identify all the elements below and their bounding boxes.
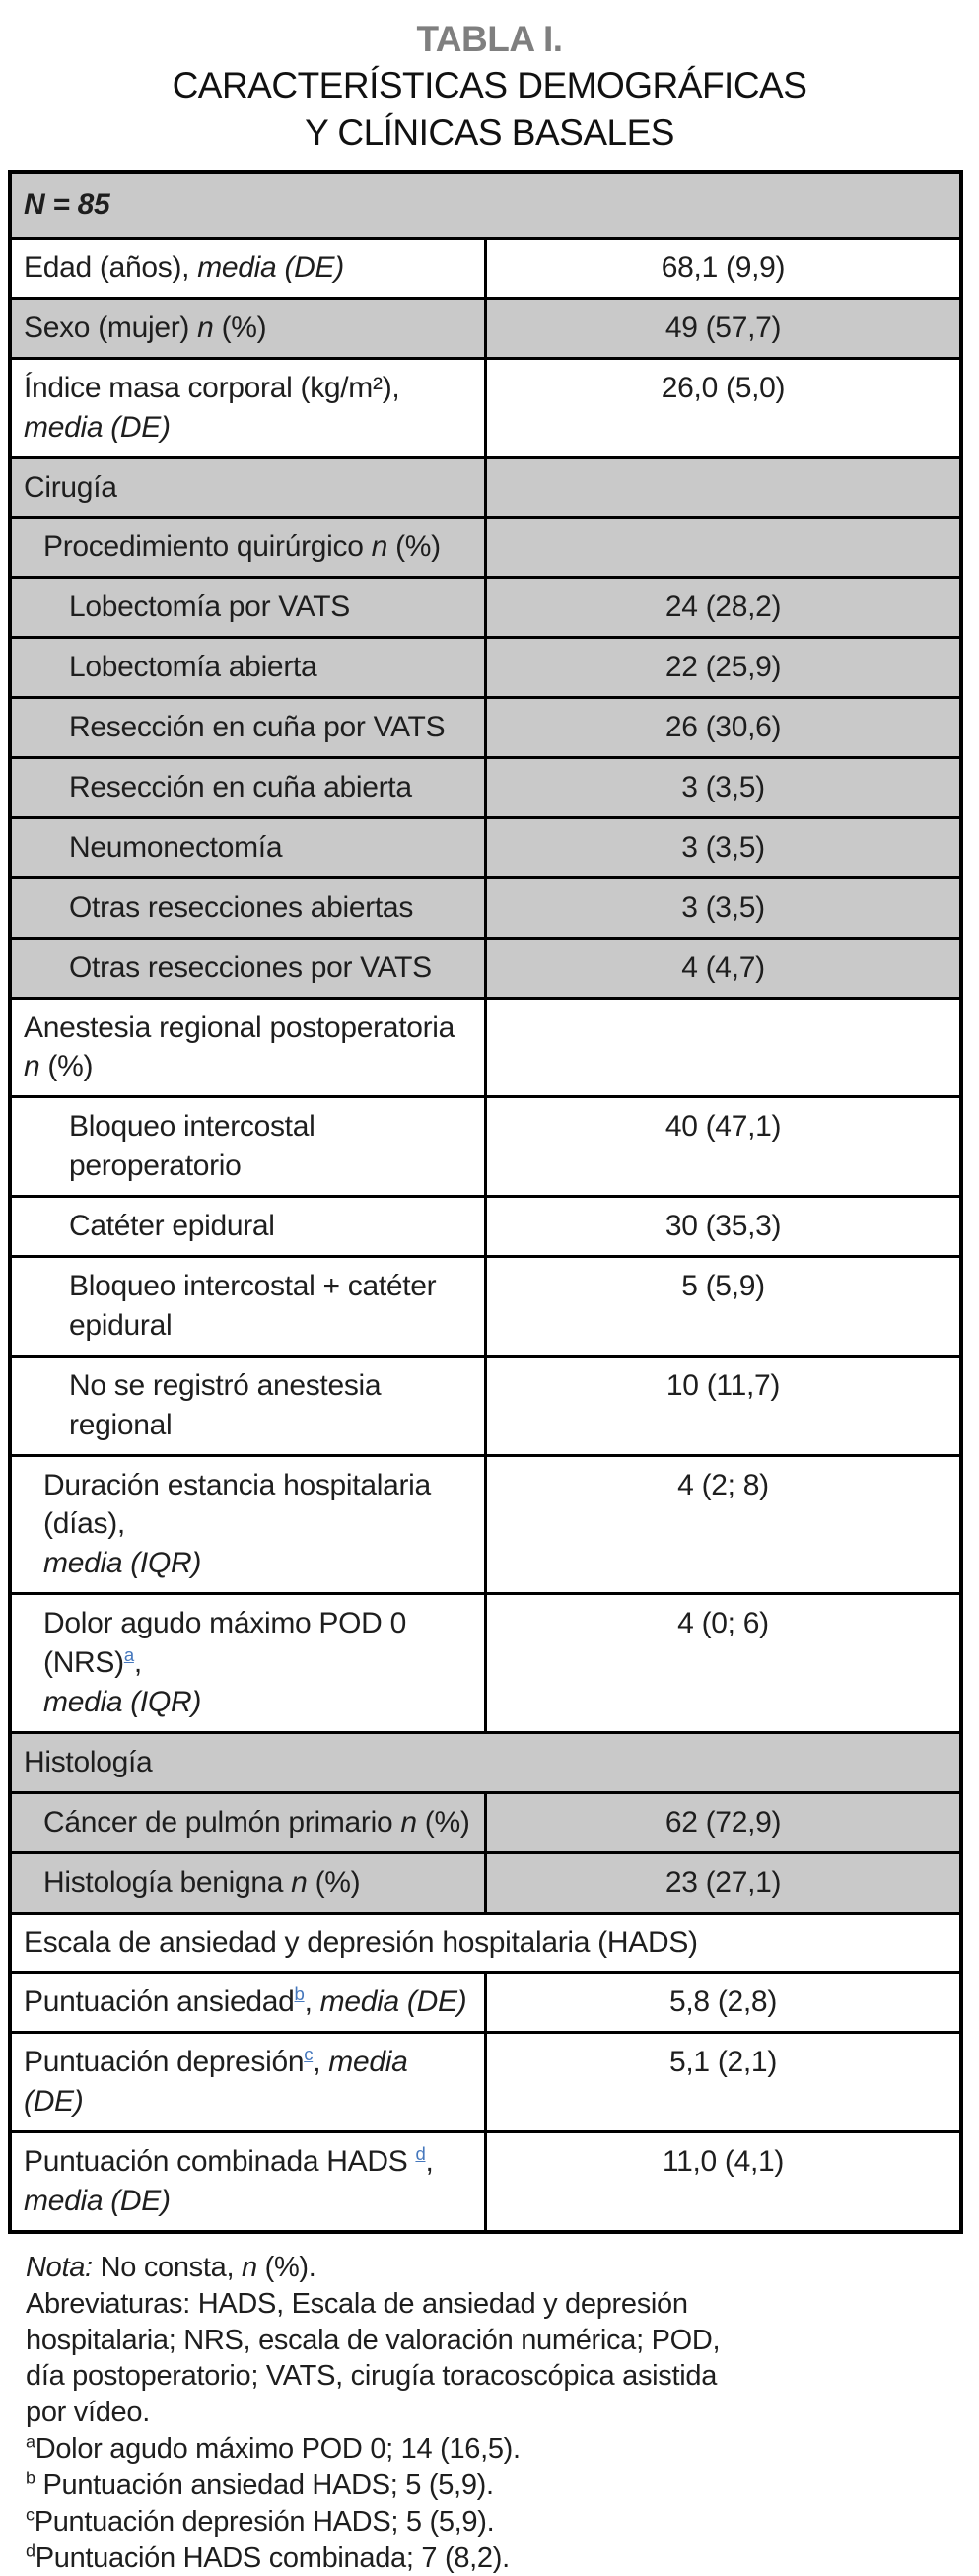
- text-segment: Neumonectomía: [69, 830, 283, 864]
- row-value-cell: 4 (4,7): [486, 938, 962, 998]
- text-segment: Otras resecciones abiertas: [69, 890, 414, 924]
- table-row: [10, 1356, 961, 1455]
- row-value-cell: 10 (11,7): [486, 1356, 962, 1455]
- row-label-cell: [10, 1792, 486, 1852]
- text-segment: por vídeo.: [26, 2397, 150, 2429]
- table-row: [10, 2132, 961, 2232]
- table-header-row: [10, 172, 961, 238]
- text-segment: (%): [416, 1805, 470, 1839]
- row-label-cell: [10, 172, 961, 238]
- text-segment: día postoperatorio; VATS, cirugía toracoscópica asistida: [26, 2360, 718, 2393]
- text-segment: Dolor agudo máximo POD 0 (NRS): [43, 1607, 406, 1680]
- text-segment: media (DE): [24, 2046, 408, 2119]
- table-row: [10, 1455, 961, 1594]
- row-label-cell: [10, 1197, 486, 1257]
- text-segment: epidural: [69, 1308, 173, 1342]
- footnote-marker-c: c: [26, 2504, 35, 2525]
- row-value-cell: 11,0 (4,1): [486, 2132, 962, 2232]
- text-segment: Histología: [24, 1745, 153, 1778]
- row-label-cell: [10, 1913, 961, 1973]
- text-segment: Duración estancia hospitalaria (días),: [43, 1468, 431, 1541]
- text-segment: Puntuación depresión: [24, 2046, 305, 2079]
- row-value-cell: 24 (28,2): [486, 578, 962, 638]
- text-segment: n: [241, 2251, 257, 2283]
- row-label-cell: [10, 298, 486, 358]
- text-segment: No se registró anestesia regional: [69, 1368, 382, 1441]
- text-segment: n: [197, 311, 214, 344]
- row-value-cell: 68,1 (9,9): [486, 238, 962, 298]
- row-value-cell: 5,1 (2,1): [486, 2033, 962, 2132]
- row-label-cell: [10, 757, 486, 817]
- row-label-cell: [10, 457, 486, 518]
- row-label-cell: [10, 638, 486, 698]
- text-segment: hospitalaria; NRS, escala de valoración numérica; POD,: [26, 2324, 721, 2356]
- table-ref-link-d[interactable]: d: [415, 2143, 426, 2165]
- text-segment: n: [371, 530, 388, 564]
- text-segment: ,: [133, 1646, 142, 1680]
- text-segment: Resección en cuña abierta: [69, 770, 412, 803]
- text-segment: N = 85: [24, 188, 110, 222]
- footnote-marker-d: d: [26, 2540, 35, 2560]
- row-label-cell: [10, 2132, 486, 2232]
- text-segment: Puntuación depresión HADS; 5 (5,9).: [34, 2505, 495, 2538]
- row-label-cell: [10, 698, 486, 758]
- row-value-cell: 30 (35,3): [486, 1197, 962, 1257]
- table-title-line-1: CARACTERÍSTICAS DEMOGRÁFICAS: [172, 65, 807, 106]
- row-label-cell: [10, 2033, 486, 2132]
- table-row: [10, 238, 961, 298]
- text-segment: (%).: [256, 2251, 316, 2283]
- row-label-cell: [10, 1594, 486, 1733]
- text-segment: Lobectomía abierta: [69, 651, 317, 684]
- text-segment: Catéter epidural: [69, 1210, 275, 1243]
- row-label-cell: [10, 1732, 961, 1792]
- table-row: [10, 518, 961, 578]
- row-value-cell: [486, 998, 962, 1097]
- footnote-line: [26, 2250, 965, 2286]
- text-segment: media (DE): [197, 250, 344, 284]
- row-label-cell: [10, 998, 486, 1097]
- row-value-cell: 5 (5,9): [486, 1257, 962, 1357]
- text-segment: ,: [304, 1985, 320, 2019]
- table-ref-link-c[interactable]: c: [304, 2044, 314, 2065]
- text-segment: Dolor agudo máximo POD 0; 14 (16,5).: [35, 2433, 521, 2466]
- row-value-cell: 3 (3,5): [486, 817, 962, 877]
- text-segment: Lobectomía por VATS: [69, 591, 350, 624]
- row-label-cell: [10, 358, 486, 457]
- table-row: [10, 578, 961, 638]
- table-ref-link-b[interactable]: b: [294, 1984, 305, 2005]
- footnote-line: [26, 2504, 965, 2541]
- table-row: [10, 1594, 961, 1733]
- row-value-cell: 49 (57,7): [486, 298, 962, 358]
- text-segment: Histología benigna: [43, 1865, 292, 1899]
- table-row: [10, 457, 961, 518]
- text-segment: Bloqueo intercostal peroperatorio: [69, 1110, 315, 1183]
- table-title-line-2: Y CLÍNICAS BASALES: [305, 111, 674, 153]
- footnote-marker-b: b: [26, 2468, 35, 2488]
- table-row: [10, 938, 961, 998]
- text-segment: media (IQR): [43, 1686, 202, 1719]
- row-value-cell: [486, 518, 962, 578]
- row-label-cell: [10, 1257, 486, 1357]
- demographics-table: [8, 170, 963, 2234]
- row-label-cell: [10, 817, 486, 877]
- footnotes: [26, 2250, 965, 2576]
- table-section-row: [10, 1913, 961, 1973]
- row-value-cell: 26,0 (5,0): [486, 358, 962, 457]
- text-segment: Puntuación HADS combinada; 7 (8,2).: [35, 2541, 510, 2574]
- table-row: [10, 1973, 961, 2033]
- table-ref-link-a[interactable]: a: [123, 1644, 134, 1666]
- text-segment: (%): [307, 1865, 361, 1899]
- row-label-cell: [10, 1973, 486, 2033]
- row-label-cell: [10, 518, 486, 578]
- row-label-cell: [10, 578, 486, 638]
- table-row: [10, 2033, 961, 2132]
- table-row: [10, 638, 961, 698]
- row-label-cell: [10, 1852, 486, 1913]
- text-segment: Cirugía: [24, 470, 117, 504]
- text-segment: Puntuación combinada HADS: [24, 2145, 416, 2179]
- row-value-cell: 40 (47,1): [486, 1097, 962, 1197]
- text-segment: n: [24, 1050, 40, 1083]
- row-value-cell: 26 (30,6): [486, 698, 962, 758]
- footnote-line: [26, 2541, 965, 2576]
- text-segment: (%): [387, 530, 441, 564]
- footnote-line: [26, 2431, 965, 2468]
- text-segment: Edad (años),: [24, 250, 198, 284]
- demographics-table-body: [10, 172, 961, 2232]
- table-row: [10, 1257, 961, 1357]
- text-segment: (%): [39, 1050, 94, 1083]
- row-label-cell: [10, 877, 486, 938]
- text-segment: Abreviaturas: HADS, Escala de ansiedad y depresión: [26, 2287, 688, 2320]
- table-row: [10, 757, 961, 817]
- table-title-kicker: TABLA I.: [416, 19, 563, 59]
- text-segment: Nota:: [26, 2251, 93, 2283]
- row-value-cell: 62 (72,9): [486, 1792, 962, 1852]
- footnote-line: [26, 2468, 965, 2504]
- table-row: [10, 698, 961, 758]
- table-section-row: [10, 1732, 961, 1792]
- row-value-cell: 4 (0; 6): [486, 1594, 962, 1733]
- text-segment: Puntuación ansiedad HADS; 5 (5,9).: [35, 2469, 494, 2501]
- text-segment: ,: [425, 2145, 434, 2179]
- text-segment: media (IQR): [43, 1547, 202, 1580]
- text-segment: ,: [313, 2046, 329, 2079]
- text-segment: Puntuación ansiedad: [24, 1985, 295, 2019]
- table-row: [10, 358, 961, 457]
- text-segment: Anestesia regional postoperatoria: [24, 1010, 455, 1044]
- footnote-marker-a: a: [26, 2431, 35, 2452]
- row-value-cell: 3 (3,5): [486, 757, 962, 817]
- text-segment: Cáncer de pulmón primario: [43, 1805, 401, 1839]
- text-segment: Bloqueo intercostal + catéter: [69, 1270, 437, 1302]
- table-row: [10, 817, 961, 877]
- table-row: [10, 1097, 961, 1197]
- row-label-cell: [10, 1356, 486, 1455]
- row-label-cell: [10, 1097, 486, 1197]
- table-title: [0, 16, 979, 156]
- text-segment: No consta,: [92, 2251, 242, 2283]
- row-value-cell: 5,8 (2,8): [486, 1973, 962, 2033]
- table-row: [10, 877, 961, 938]
- row-label-cell: [10, 938, 486, 998]
- footnote-line: [26, 2286, 965, 2431]
- text-segment: Resección en cuña por VATS: [69, 711, 446, 744]
- text-segment: media (DE): [319, 1985, 467, 2019]
- table-row: [10, 998, 961, 1097]
- text-segment: media (DE): [24, 410, 171, 444]
- row-label-cell: [10, 238, 486, 298]
- row-label-cell: [10, 1455, 486, 1594]
- text-segment: Índice masa corporal (kg/m²),: [24, 371, 400, 404]
- text-segment: Escala de ansiedad y depresión hospitalaria (HADS): [24, 1925, 698, 1959]
- text-segment: media (DE): [24, 2185, 171, 2218]
- text-segment: Sexo (mujer): [24, 311, 198, 344]
- row-value-cell: 4 (2; 8): [486, 1455, 962, 1594]
- row-value-cell: 22 (25,9): [486, 638, 962, 698]
- table-row: [10, 1852, 961, 1913]
- table-row: [10, 1792, 961, 1852]
- table-row: [10, 298, 961, 358]
- text-segment: n: [291, 1865, 308, 1899]
- row-value-cell: [486, 457, 962, 518]
- text-segment: n: [400, 1805, 417, 1839]
- table-row: [10, 1197, 961, 1257]
- row-value-cell: 23 (27,1): [486, 1852, 962, 1913]
- text-segment: Procedimiento quirúrgico: [43, 530, 372, 564]
- text-segment: (%): [213, 311, 267, 344]
- text-segment: Otras resecciones por VATS: [69, 950, 432, 984]
- row-value-cell: 3 (3,5): [486, 877, 962, 938]
